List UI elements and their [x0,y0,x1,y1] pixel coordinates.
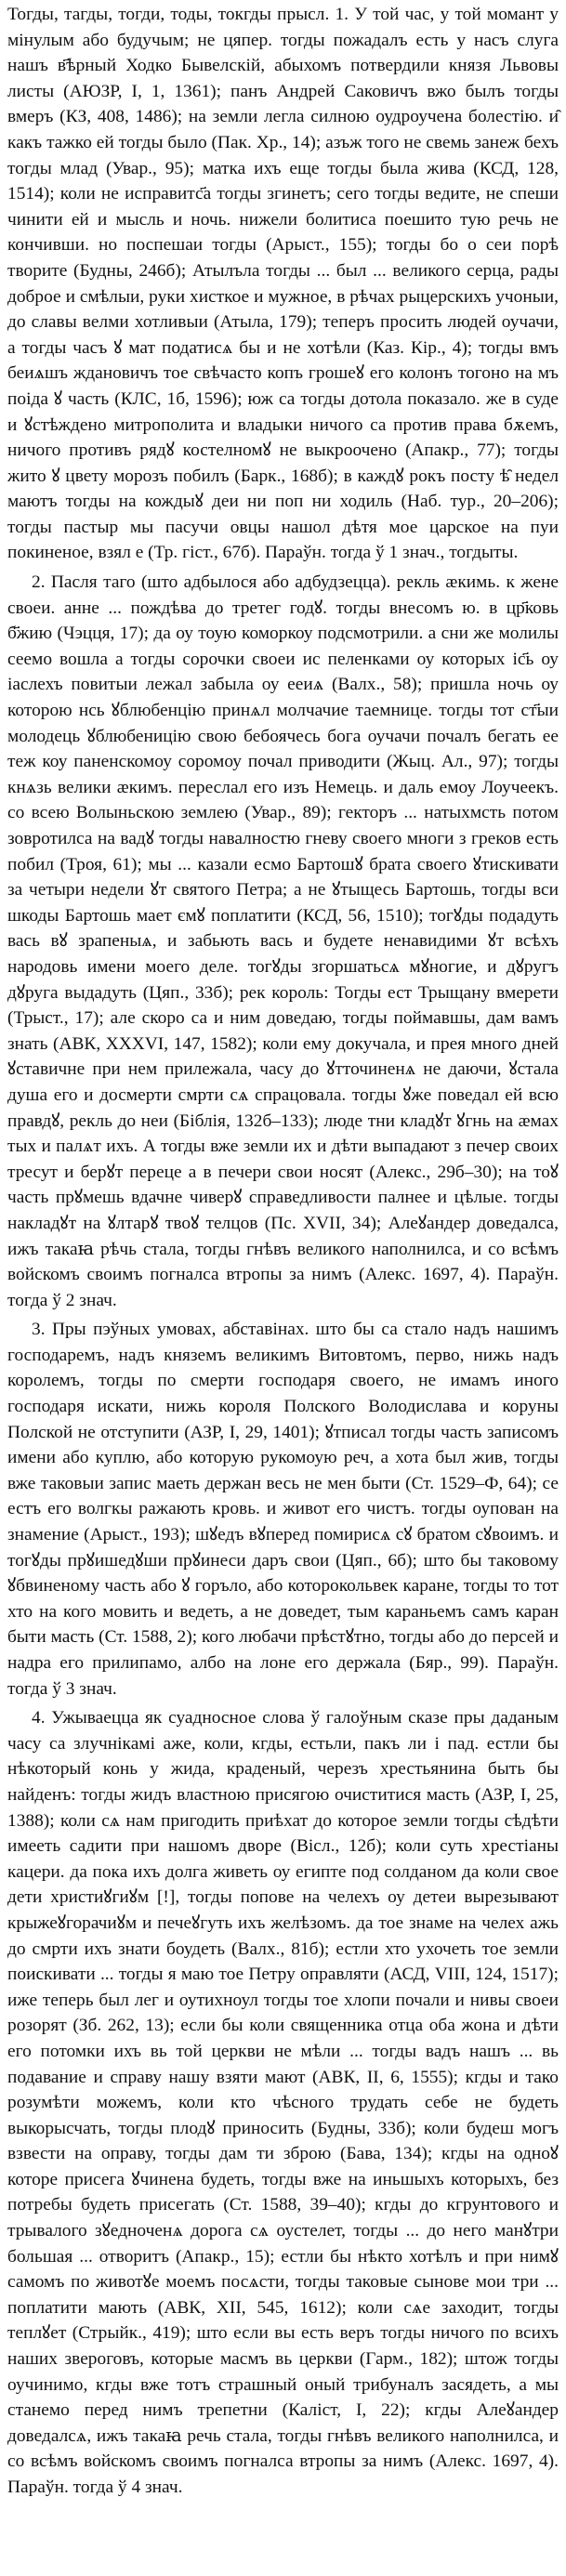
entry-paragraph-2-text: 2. Пасля таго (што адбылося або адбудзецца). рекль ӕкимь. к жене своеи. анне ... пождѣва до третег годꙋ. тогды внесомъ ю. в цр҃ковь б҃жию (Чэцця, 17); да оу тоую коморкоу подсмотрили. а сни же молилы сеемо вошла а тогды сорочки своеи ис пеленками оу которых іс҃ь оу іаслехъ повитыи лежал забыла оу ееиѧ (Валх., 58); пришла ночь оу которою нсь ꙋблюбенцію принѧл молчачиe таемницe. тогды тот ст҃ыи молодець ꙋблюбеницію свою бебоячесь бога оучачи почалъ бегать ее теж коу паненскомоу соромоу почал приводити (Жыц. Ал., 97); тогды кнѧзь велики ӕкимъ. переслал его изъ Немець. и даль емоу Лоучеекъ. со всею Волыньскою землею (Увар., 89); гекторъ ... натыхмсть потом зовротилса на вадꙋ тогды навалностю гневу своего многи з греков есть побил (Троя, 61); мы ... казали есмо Бартошꙋ брата своего ꙋтискивати за четыри недели ꙋт святого Петра; а не ꙋтыщесь Бартошь, тогды вси шкоды Бартошь мает ємꙋ поплатити (КСД, 56, 1510); тогꙋды подадуть вась вꙋ зрапеныѧ, и забьють вась и будете ненавидими ꙋт всѣхъ народовь имени моего деле. тогꙋды згоршатьсѧ мꙋногие, и дꙋругъ дꙋруга выдадуть (Цяп., 33б); рек король: Тогды ест Трыщану вмерети (Трыст., 17); але скоро са и ним доведаю, тогды поймавшы, дам вамъ знать (АВК, XXXVI, 147, 1582); коли ему докучала, и прея много дней ꙋставичне при нем прилежала, часу до ꙋтточиненѧ не даючи, ꙋстала душа его и досмерти смрти сѧ спрацовала. тогды ꙋже поведал ей всю правдꙋ, рекль до неи (Біблія, 132б–133); люде тни кладꙋт ꙋгнь на ӕмах тых и палѧт ихъ. А тогды вже земли их и дѣти выпадают з печер своих тресут и берꙋт переце а в печери свои носят (Алекс., 29б–30); на тоꙋ часть прꙋмешь вдачне чиверꙋ справедливости палнеe и цѣлые. тогды накладꙋт на ꙋлтарꙋ твоꙋ телцов (Пс. XVII, 34); Алеꙋандер доведалса, ижъ такаꙗ рѣчь стала, тогды гнѣвъ великого наполнилса, и со всѣмъ войскомъ своимъ погналса втропы за нимъ (Алекс. 1697, 4). Параўн. тогда ў 2 знач. [7,572,559,1310]
entry-paragraph-4-text: 4. Ужываецца як суадносное слова ў галоўным сказе пры даданым часу са злучнікамі аже, коли, кгды, естьли, пакъ ли і пад. естли бы нѣкоторый конь у жида, краденый, черезъ хрестьянина быть бы найденъ: тогды жидъ властною присягою очиститися масть (АЗР, I, 25, 1388); коли сѧ нам пригодить приѣхат до которое земли тогды сѣдѣти имееть садити при нашомъ дворе (Вісл., 12б); коли суть хрестiаны кацери. да пока ихъ долга живеть оу египте под солданом да коли свое дети христиꙋгиꙋм [!], тогды попове на челехъ оу детеи вырезывают крыжеꙋгорачиꙋм и печеꙋгуть ихъ желѣзомъ. да тое знаме на челех ажь до смрти ихъ знати боудеть (Валх., 81б); естли хто ухочеть тое земли поискивати ... тогды я маю тое Петру оправляти (АСД, VIII, 124, 1517); иже теперь был лег и оутихноул тогды тое хлопи почали и нивы своеи розорят (Зб. 262, 13); если бы коли священника отца оба жона и дѣти его потомки ихъ вь той церкви не мѣли ... тогды вадъ нашъ ... вь подавание и справу нашу взяти мают (АВК, II, 6, 1555); кгды и тако розумѣти можемъ, коли кто чѣсного трудать себе не будеть выкорысчать, тогды плодꙋ приносить (Будны, 33б); коли будеш могъ взвести на оправу, тогды дам ти зброю (Бава, 134); кгды на одноꙋ которе присега ꙋчинена будеть, тогды вже на иньшыхъ которыхъ, без потребы будеть присегать (Ст. 1588, 39–40); кгды до кгрунтового и трывалого зꙋедноченѧ дорога сѧ оустелет, тогды ... до него манꙋтри большая ... отворитъ (Апакр., 15); естли бы нѣкто хотѣлъ и при нимꙋ самомъ по животꙋе моемъ посѧсти, тогды таковые сынове мои три ... поплатити мають (АВК, XII, 545, 1612); коли сѧе заходит, тогды теплꙋет (Стрыйк., 419); што если вы есть веръ тогды ничого по всихъ наших звероговъ, которые масмъ вь церкви (Гарм., 182); штож тогды оучинимо, кгды вже тотъ страшный оный трибуналъ засядеть, а мы станемо перед нимъ трепетни (Калiст, I, 22); кгды Алеꙋандер доведалсѧ, ижъ такаꙗ речь стала, тогды гнѣвъ великого наполнилса, и со всѣмъ войскомъ своимъ погналса втропы за нимъ (Алекс. 1697, 4). Параўн. тогда ў 4 знач. [7,1708,559,2497]
entry-paragraph-1-text: Тогды, тагды, тогди, тоды, токгды прысл. 1. У той час, у той момант у мінулым або будучым; не цяпер. тогды пожадалъ есть у насъ слуга нашъ в҃ѣрный Ходко Бывелскій, абыхомъ потвердили князя Львовы листы (АЮЗР, I, 1, 1361); панъ Андрей Саковичъ вжо былъ тогды вмеръ (КЗ, 408, 1486); на земли легла силною оудроучена болестію. и̑ какъ тажко ей тогды было (Пак. Хр., 14); азъж того не свемь занеж бехъ тогды млад (Увар., 95); матка ихъ еще тогды была жива (КСД, 128, 1514); коли не исправитс҃а тогды згинетъ; сего тогды ведите, не спеши чинити ей и мысль и ночь. нижели болитиса поешито тую речь не кончивши. но поспешаи тогды (Арыст., 155); тогды бо о сеи порѣ творите (Будны, 246б); Атылъла тогды ... был ... великого серца, рады доброе и смѣлыи, руки хисткое и мужное, в рѣчах рыцерскихъ учоныи, до славы велми хотливыи (Атыла, 179); теперъ просить людей оучачи, а тогды часъ ꙋ мат податисѧ бы и не хотѣли (Каз. Кір., 4); тогды вмъ беиѧшъ ждановичъ тое свѣчасто копъ грошеꙋ его колонъ тогоно на мъ поіда ꙋ часть (КЛС, 1б, 1596); юж са тогды дотола показало. же в суде и ꙋстѣждено митрополита и владыки ничого са против права бѫемъ, ничого противъ рядꙋ костелномꙋ не выкроочено (Апакр., 77); тогды жито ꙋ цвету морозъ побилъ (Барк., 168б); в каждꙋ рокъ посту ѣ̑ недел маютъ тогды на кождыꙋ деи ни поп ни ходиль (Наб. тур., 20–206); тогды пастыр мы пасучи овцы нашол дѣтя мое царское на пуи покиненое, взял е (Тр. гіст., 67б). Параўн. тогда ў 1 знач., тогдыты. [7,5,559,563]
entry-paragraph-2 [7,570,559,1313]
entry-paragraph-1 [7,2,559,566]
entry-paragraph-3 [7,1317,559,1702]
entry-paragraph-4 [7,1705,559,2500]
entry-paragraph-3-text: 3. Пры пэўных умовах, абставінах. што бы са стало надъ нашимъ господаремъ, надъ княземъ великимъ Витовтомъ, перво, нижь надъ королемъ, тогды по смерти господаря своего, не имамъ иного господаря искати, нижь короля Полского Володислава и коруны Полской не отступити (АЗР, I, 29, 1401); ꙋтписал тогды часть записомъ имени або куплю, або которую рукомоую реч, а хота был жив, тогды вже таковыи запис маеть держан весь не мен быти (Ст. 1529–Ф, 64); се естъ его волгкы ражають кровь. и живот его чистъ. тогды оупован на знамение (Арыст., 193); шꙋедъ вꙋперед помирисѧ сꙋ братом сꙋвоимъ. и тогꙋды прꙋишедꙋши прꙋинеси даръ свои (Цяп., 6б); што бы таковому ꙋбвиненому часть або ꙋ горъло, або которокольвек каране, тогды то тот хто на кого мовить и ведеть, а не доведет, тым караньемъ самъ каран быти масть (Ст. 1588, 2); кого любачи прѣстꙋтно, тогды або до персей и надра его прилипамо, албо на лоне его держала (Бяр., 99). Параўн. тогда ў 3 знач. [7,1320,559,1699]
